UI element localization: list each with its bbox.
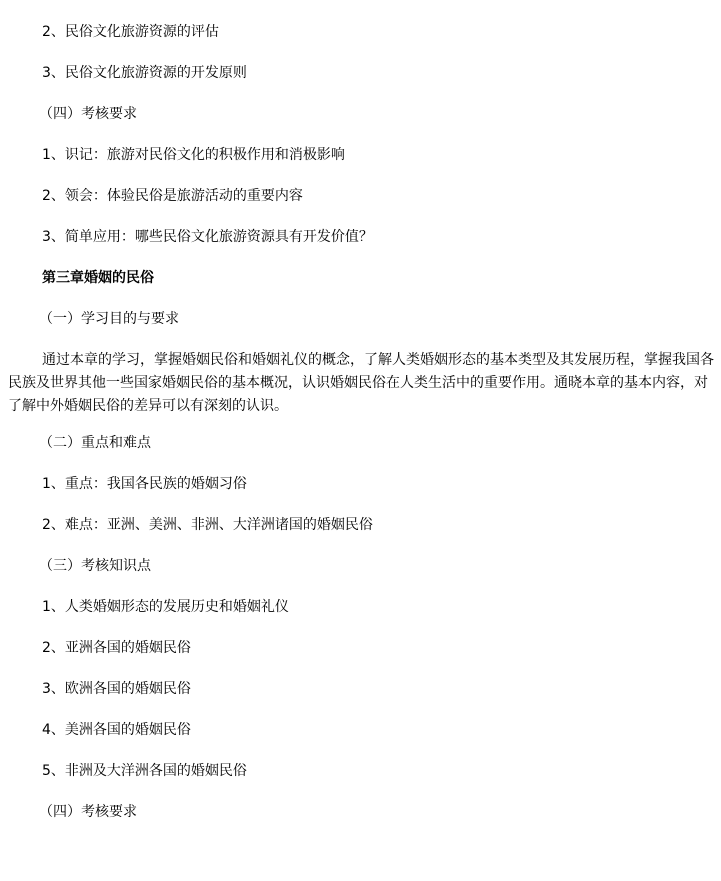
list-item: 4、美洲各国的婚姻民俗	[42, 722, 191, 738]
section-heading: （一）学习目的与要求	[39, 311, 179, 327]
section-heading: （三）考核知识点	[39, 558, 151, 574]
section-heading: （四）考核要求	[39, 804, 137, 820]
list-item: 2、民俗文化旅游资源的评估	[42, 24, 219, 40]
list-item: 3、欧洲各国的婚姻民俗	[42, 681, 191, 697]
section-heading: （四）考核要求	[39, 106, 137, 122]
section-heading: （二）重点和难点	[39, 435, 151, 451]
list-item: 1、人类婚姻形态的发展历史和婚姻礼仪	[42, 599, 289, 615]
list-item: 3、简单应用：哪些民俗文化旅游资源具有开发价值？	[42, 229, 373, 245]
list-item: 1、识记：旅游对民俗文化的积极作用和消极影响	[42, 147, 345, 163]
chapter-title: 第三章婚姻的民俗	[42, 270, 154, 286]
list-item: 2、难点：亚洲、美洲、非洲、大洋洲诸国的婚姻民俗	[42, 517, 373, 533]
list-item: 3、民俗文化旅游资源的开发原则	[42, 65, 247, 81]
body-paragraph: 通过本章的学习，掌握婚姻民俗和婚姻礼仪的概念，了解人类婚姻形态的基本类型及其发展历程，掌握我国各民族及世界其他一些国家婚姻民俗的基本概况，认识婚姻民俗在人类生活中的重要作用。通晓本章的基本内容，对了解中外婚姻民俗的差异可以有深刻的认识。	[8, 352, 714, 414]
list-item: 2、领会：体验民俗是旅游活动的重要内容	[42, 188, 303, 204]
list-item: 2、亚洲各国的婚姻民俗	[42, 640, 191, 656]
list-item: 1、重点：我国各民族的婚姻习俗	[42, 476, 247, 492]
list-item: 5、非洲及大洋洲各国的婚姻民俗	[42, 763, 247, 779]
